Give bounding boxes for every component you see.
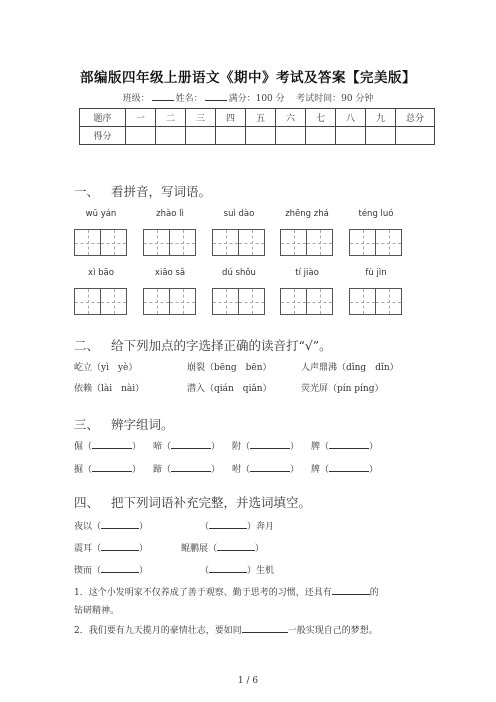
writing-box[interactable]	[280, 288, 307, 315]
section-number: 三、	[74, 417, 100, 432]
char-label: 牌	[311, 465, 321, 475]
paren-open: （	[320, 465, 330, 475]
score-value-row	[80, 127, 435, 145]
char-item	[311, 439, 378, 452]
score-header-cell: 七	[306, 109, 336, 127]
exam-info	[0, 91, 496, 104]
answer-blank[interactable]	[332, 585, 370, 595]
pinyin-label: tí jiào	[295, 268, 319, 278]
reading-item[interactable]: 人声鼎沸（dǐng dǐn）	[301, 363, 399, 373]
pinyin-label: xì bāo	[88, 268, 114, 278]
score-cell[interactable]	[276, 127, 306, 145]
answer-blank[interactable]	[242, 623, 288, 633]
reading-item[interactable]: 屹立（yì yè）	[74, 363, 138, 373]
idiom-blank[interactable]	[101, 519, 139, 529]
section-3-heading	[74, 415, 173, 433]
paren-close: ）	[369, 442, 379, 452]
page-title: 部编版四年级上册语文《期中》考试及答案【完美版】	[80, 70, 416, 86]
paren-close: ）	[211, 465, 221, 475]
writing-box[interactable]	[169, 288, 196, 315]
idiom-blank[interactable]	[217, 541, 255, 551]
score-cell[interactable]	[396, 127, 435, 145]
score-header-cell: 五	[246, 109, 276, 127]
paren-close: ）	[369, 465, 379, 475]
reading-item[interactable]: 依赖（lài nài）	[74, 384, 145, 394]
idiom-blank[interactable]	[101, 563, 139, 573]
question-text: 1．这个小发明家不仅养成了善于观察、勤于思考的习惯，还具有	[74, 588, 332, 598]
question-text: 的	[369, 588, 379, 598]
score-cell[interactable]	[216, 127, 246, 145]
pinyin-label: dú shǒu	[222, 268, 256, 278]
question-2	[74, 623, 378, 636]
idiom-blank[interactable]	[209, 519, 247, 529]
paren-open: （	[241, 465, 251, 475]
char-item	[153, 439, 220, 452]
idiom-item	[200, 519, 274, 532]
score-header-cell: 九	[366, 109, 396, 127]
paren-open: （	[83, 442, 93, 452]
writing-box[interactable]	[280, 229, 307, 256]
writing-box[interactable]	[212, 229, 239, 256]
paren-close: ）	[290, 465, 300, 475]
score-header-row	[80, 109, 435, 127]
score-cell[interactable]	[306, 127, 336, 145]
char-item	[74, 462, 141, 475]
idiom-blank[interactable]	[101, 541, 139, 551]
idiom-prefix: 夜以（	[74, 522, 102, 532]
char-item	[153, 462, 220, 475]
question-text: 一般实现自己的梦想。	[287, 626, 378, 636]
writing-box[interactable]	[212, 288, 239, 315]
name-label: 姓名：	[175, 94, 203, 104]
pinyin-label: wū yán	[85, 209, 117, 219]
score-cell[interactable]	[156, 127, 186, 145]
paren-close: ）	[290, 442, 300, 452]
reading-item[interactable]: 荧光屏（pín píng）	[301, 384, 384, 394]
char-label: 啼	[153, 442, 163, 452]
section-1-heading	[74, 182, 211, 200]
writing-box[interactable]	[349, 288, 376, 315]
writing-box[interactable]	[375, 288, 402, 315]
word-blank[interactable]	[329, 462, 369, 472]
section-number: 四、	[74, 495, 100, 510]
writing-box[interactable]	[143, 229, 170, 256]
idiom-suffix: ）	[255, 544, 265, 554]
class-label: 班级：	[122, 94, 150, 104]
score-header-cell: 四	[216, 109, 246, 127]
char-item	[232, 439, 299, 452]
paren-open: （	[241, 442, 251, 452]
idiom-item	[74, 519, 148, 532]
idiom-prefix: （	[200, 566, 210, 576]
question-1	[74, 585, 379, 598]
score-header-cell: 题序	[80, 109, 126, 127]
section-number: 二、	[74, 338, 100, 353]
paren-close: ）	[132, 442, 142, 452]
idiom-suffix: ）	[139, 544, 149, 554]
char-label: 蹄	[153, 465, 163, 475]
score-cell[interactable]	[366, 127, 396, 145]
idiom-suffix: ）	[139, 566, 149, 576]
question-text: 2．我们要有九天揽月的豪情壮志，要如同	[74, 626, 242, 636]
score-header-cell: 总分	[396, 109, 435, 127]
writing-box[interactable]	[306, 288, 333, 315]
word-blank[interactable]	[329, 439, 369, 449]
char-label: 掘	[74, 465, 84, 475]
section-2-heading	[74, 336, 332, 354]
pinyin-label: suì dào	[223, 209, 255, 219]
pinyin-label: zhào lì	[156, 209, 184, 219]
time-label: 考试时间：90 分钟	[296, 94, 374, 104]
score-label: 满分：100 分	[228, 94, 285, 104]
writing-box[interactable]	[306, 229, 333, 256]
idiom-blank[interactable]	[209, 563, 247, 573]
paren-open: （	[320, 442, 330, 452]
idiom-item	[181, 541, 264, 554]
score-cell[interactable]	[126, 127, 156, 145]
section-title: 给下列加点的字选择正确的读音打“√”。	[110, 338, 332, 353]
idiom-item	[200, 563, 274, 576]
score-row-label: 得分	[80, 127, 126, 145]
writing-box[interactable]	[74, 229, 101, 256]
word-blank[interactable]	[250, 462, 290, 472]
writing-box[interactable]	[375, 229, 402, 256]
section-4-heading	[74, 493, 311, 511]
word-blank[interactable]	[171, 462, 211, 472]
score-cell[interactable]	[336, 127, 366, 145]
score-cell[interactable]	[186, 127, 216, 145]
char-label: 附	[232, 442, 242, 452]
word-blank[interactable]	[92, 462, 132, 472]
reading-item[interactable]: 崩裂（bēng bēn）	[187, 363, 272, 373]
idiom-prefix: 鲲鹏展（	[181, 544, 218, 554]
writing-box[interactable]	[74, 288, 101, 315]
pinyin-label: zhēng zhá	[285, 209, 329, 219]
score-cell[interactable]	[246, 127, 276, 145]
score-header-cell: 一	[126, 109, 156, 127]
writing-box[interactable]	[238, 229, 265, 256]
word-blank[interactable]	[250, 439, 290, 449]
paren-open: （	[162, 442, 172, 452]
section-number: 一、	[74, 184, 100, 199]
writing-box[interactable]	[238, 288, 265, 315]
writing-box[interactable]	[143, 288, 170, 315]
idiom-suffix: ）生机	[247, 566, 275, 576]
pinyin-label: téng luó	[358, 209, 394, 219]
paren-open: （	[83, 465, 93, 475]
section-title: 把下列词语补充完整，并选词填空。	[110, 495, 311, 510]
idiom-item	[74, 541, 148, 554]
question-1-cont: 钻研精神。	[74, 606, 120, 616]
word-blank[interactable]	[92, 439, 132, 449]
score-header-cell: 八	[336, 109, 366, 127]
score-header-cell: 三	[186, 109, 216, 127]
paren-close: ）	[132, 465, 142, 475]
reading-item[interactable]: 潜入（qián qiǎn）	[187, 384, 272, 394]
score-header-cell: 六	[276, 109, 306, 127]
paren-close: ）	[211, 442, 221, 452]
char-item	[74, 439, 141, 452]
char-item	[232, 462, 299, 475]
pinyin-label: xiāo sǎ	[154, 268, 186, 278]
section-title: 辨字组词。	[110, 417, 174, 432]
pinyin-label: fù jìn	[365, 268, 387, 278]
char-label: 脾	[311, 442, 321, 452]
paren-open: （	[162, 465, 172, 475]
idiom-prefix: 锲而（	[74, 566, 102, 576]
class-blank[interactable]	[152, 92, 174, 101]
name-blank[interactable]	[205, 92, 227, 101]
writing-box[interactable]	[169, 229, 196, 256]
writing-box[interactable]	[349, 229, 376, 256]
section-title: 看拼音，写词语。	[110, 184, 211, 199]
idiom-prefix: 震耳（	[74, 544, 102, 554]
char-item	[311, 462, 378, 475]
score-table	[79, 108, 435, 145]
idiom-suffix: ）奔月	[247, 522, 275, 532]
char-label: 倔	[74, 442, 84, 452]
char-label: 咐	[232, 465, 242, 475]
score-header-cell: 二	[156, 109, 186, 127]
word-blank[interactable]	[171, 439, 211, 449]
idiom-item	[74, 563, 148, 576]
page-number: 1 / 6	[237, 676, 259, 686]
idiom-prefix: （	[200, 522, 210, 532]
idiom-suffix: ）	[139, 522, 149, 532]
writing-box[interactable]	[100, 288, 127, 315]
writing-box[interactable]	[100, 229, 127, 256]
